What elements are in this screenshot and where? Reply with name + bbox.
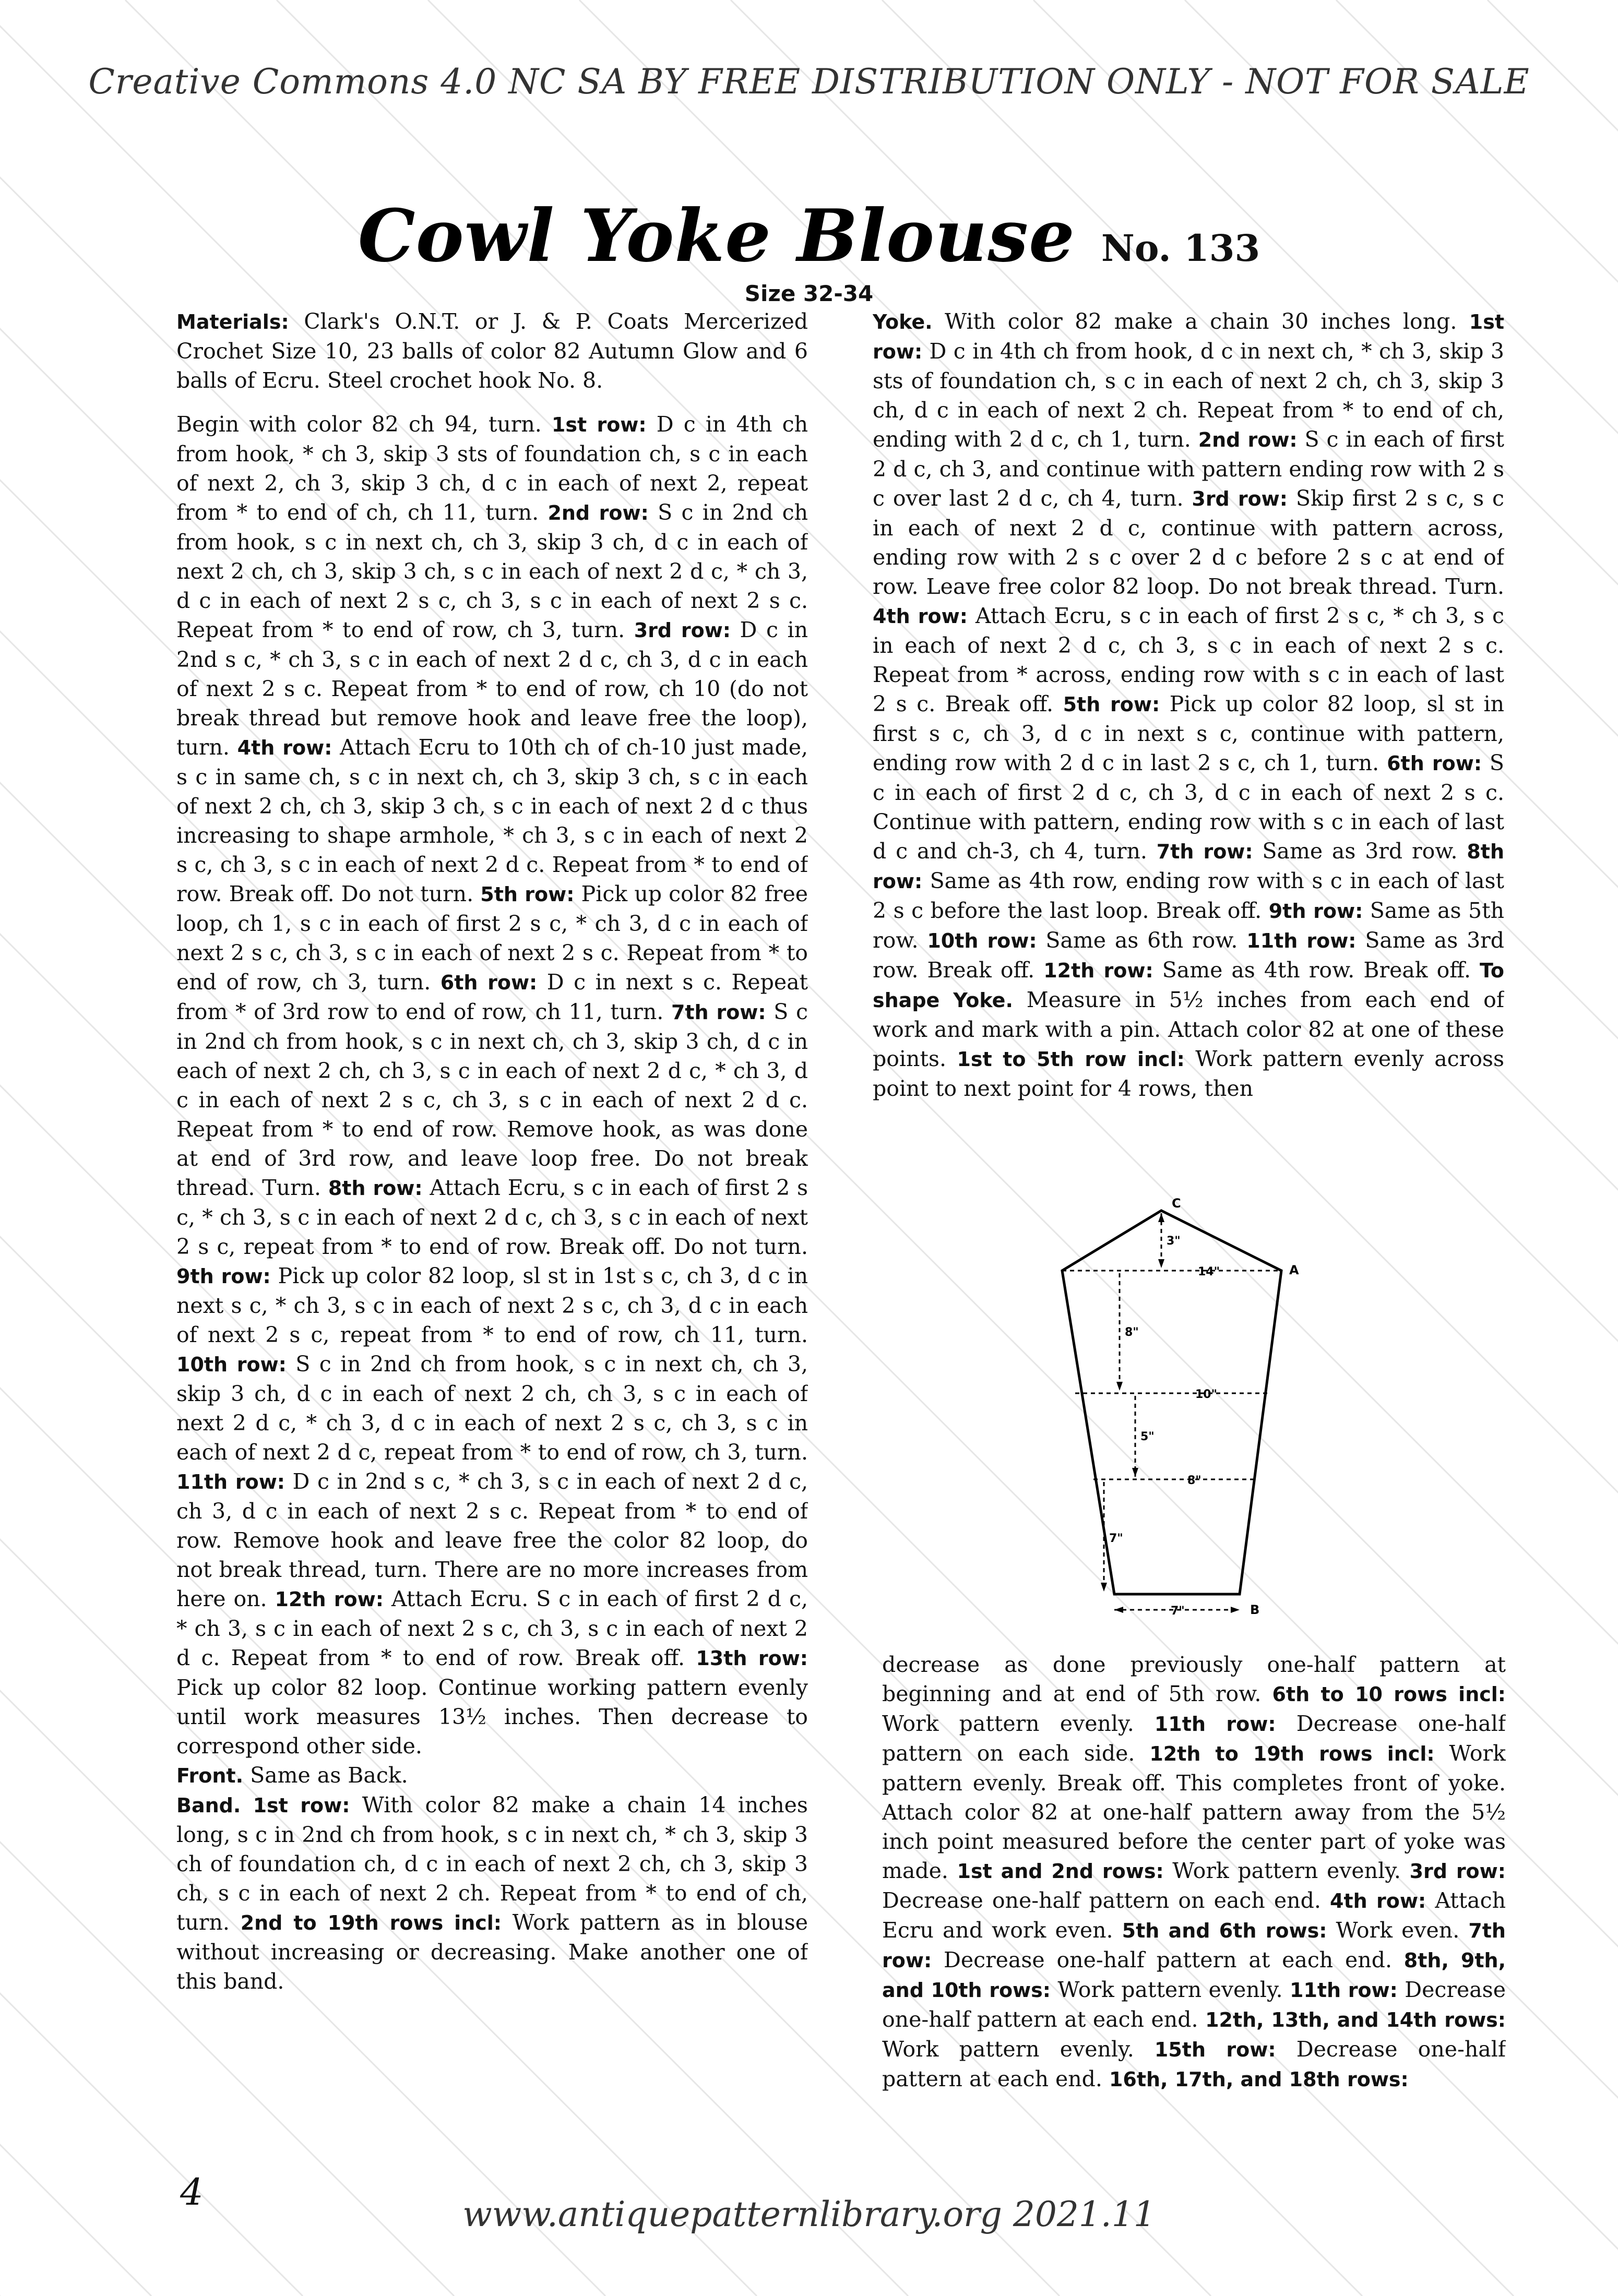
row-text: Work even.	[1327, 1918, 1469, 1943]
row-label: 1st and 2nd rows:	[957, 1860, 1164, 1883]
license-banner: Creative Commons 4.0 NC SA BY FREE DISTRIBUTION ONLY - NOT FOR SALE	[88, 62, 1530, 102]
row-label: 6th row:	[1387, 752, 1482, 775]
row-text: D c in 2nd s c, * ch 3, s c in each of next 2 d c, ch 3, d c in each of next 2 s c. Repeat from * to end of row, ch 10 (do not break thread but remove hook and leave free the loop), turn.	[176, 617, 808, 760]
row-text: Work pattern evenly.	[882, 1711, 1155, 1736]
row-text: Attach Ecru to 10th ch of ch-10 just made, s c in same ch, s c in next ch, ch 3, skip 3 ch, s c in each of next 2 ch, ch 3, skip 3 ch, s c in each of next 2 d c thus increasing to shape armhole, * ch 3, s c in each of next 2 s c, ch 3, s c in each of next 2 d c. Repeat from * to end of row. Break off. Do not turn.	[176, 735, 808, 906]
row-label: 10th row:	[176, 1353, 287, 1376]
left-column	[176, 307, 808, 2102]
measure-10-label: 10"	[1195, 1388, 1218, 1401]
watermark-line	[1488, 0, 1618, 2296]
measure-7h-label: 7"	[1171, 1605, 1185, 1618]
row-text: decrease as done previously one-half pattern at beginning and at end of 5th row.	[882, 1652, 1506, 1706]
row-text: Same as 3rd row. Break off.	[873, 928, 1504, 983]
measure-7v-label: 7"	[1109, 1532, 1123, 1545]
measure-14-label: 14"	[1198, 1265, 1220, 1278]
materials-text: Clark's O.N.T. or J. & P. Coats Mercerized Crochet Size 10, 23 balls of color 82 Autumn Glow and 6 balls of Ecru. Steel crochet hook No. 8.	[176, 309, 808, 393]
row-label: 3rd row:	[1192, 487, 1288, 510]
row-label: 13th row:	[696, 1647, 808, 1670]
yoke-label: Yoke.	[873, 310, 933, 333]
measure-8v-label: 8"	[1125, 1326, 1139, 1339]
measure-8h-label: 8"	[1187, 1474, 1201, 1487]
row-text: Same as 6th row.	[1037, 928, 1247, 953]
row-text: S c in each of first 2 d c, ch 3, and continue with pattern ending row with 2 s c over last 2 d c, ch 4, turn.	[873, 427, 1504, 511]
row-text: S c in 2nd ch from hook, s c in next ch, ch 3, skip 3 ch, d c in each of next 2 ch, ch 3, s c in each of next 2 d c, * ch 3, d c in each of next 2 s c, ch 3, s c in each of next 2 d c. Repeat from * to end of row. Remove hook, as was done at end of 3rd row, and leave loop free. Do not break thread. Turn.	[176, 999, 808, 1200]
row-label: 7th row:	[882, 1919, 1506, 1972]
row-label: 2nd row:	[548, 501, 649, 524]
row-label: 7th row:	[1156, 840, 1253, 863]
row-label: 12th row:	[1043, 959, 1153, 982]
row-label: 15th row:	[1154, 2038, 1276, 2061]
band-paragraph	[176, 1790, 808, 1996]
row-label: 2nd row:	[1198, 428, 1298, 451]
row-label: 11th row:	[1290, 1979, 1398, 2002]
row-text: Work pattern evenly. Break off. This completes front of yoke. Attach color 82 at one-half pattern away from the 5½ inch point measured before the center part of yoke was made.	[882, 1741, 1506, 1883]
row-text: Work pattern evenly.	[882, 2037, 1155, 2062]
row-label: 1st row:	[253, 1794, 350, 1817]
row-text: S c in each of first 2 d c, ch 3, d c in each of next 2 s c. Continue with pattern, ending row with s c in each of last d c and ch-3, ch 4, turn.	[873, 750, 1504, 864]
row-text: S c in 2nd ch from hook, s c in next ch, ch 3, skip 3 ch, d c in each of next 2 ch, ch 3, skip 3 ch, s c in each of next 2 d c, * ch 3, d c in each of next 2 s c, ch 3, s c in each of next 2 s c. Repeat from * to end of row, ch 3, turn.	[176, 500, 808, 642]
row-text: Work pattern evenly across point to next point for 4 rows, then	[873, 1046, 1504, 1101]
row-text: Skip first 2 s c, s c in each of next 2 d c, continue with pattern across, ending row with 2 s c over 2 d c before 2 s c at end of row. Leave free color 82 loop. Do not break thread. Turn.	[873, 486, 1504, 599]
front-text: Same as Back.	[243, 1763, 408, 1788]
row-label: 5th and 6th rows:	[1122, 1919, 1327, 1942]
row-label: 1st row:	[873, 310, 1504, 363]
row-label: 9th row:	[176, 1265, 271, 1288]
yoke-continued	[882, 1650, 1506, 2094]
row-text: Work pattern evenly.	[1050, 1977, 1290, 2002]
row-text: Same as 4th row, ending row with s c in each of last 2 s c before the last loop. Break off.	[873, 868, 1504, 923]
row-label: 8th row:	[873, 840, 1504, 893]
point-a-label: A	[1289, 1263, 1299, 1277]
row-text: S c in 2nd ch from hook, s c in next ch, ch 3, skip 3 ch, d c in each of next 2 ch, ch 3, s c in each of next 2 d c, * ch 3, d c in each of next 2 s c, ch 3, s c in each of next 2 d c, repeat from * to end of row, ch 3, turn.	[176, 1352, 808, 1465]
row-label: 4th row:	[873, 605, 968, 628]
front-paragraph	[176, 1761, 808, 1790]
row-label: 1st row:	[551, 413, 647, 436]
row-label: 3rd row:	[634, 619, 731, 642]
title-block	[0, 193, 1618, 278]
row-text: Decrease one-half pattern on each end.	[882, 1888, 1330, 1913]
back-intro: Begin with color 82 ch 94, turn.	[176, 412, 552, 437]
band-label: Band.	[176, 1794, 241, 1817]
row-text: D c in 2nd s c, * ch 3, s c in each of next 2 d c, ch 3, d c in each of next 2 s c. Repeat from * to end of row. Remove hook and leave free the color 82 loop, do not break thread, turn. There are no more increases from here on.	[176, 1469, 808, 1611]
watermark-line	[0, 0, 151, 2296]
right-column-top	[873, 307, 1504, 1194]
row-label: 11th row:	[1246, 929, 1357, 952]
yoke-intro: With color 82 make a chain 30 inches long.	[932, 309, 1469, 334]
materials-label: Materials:	[176, 310, 289, 333]
point-b-label: B	[1250, 1603, 1260, 1617]
row-label: 2nd to 19th rows incl:	[240, 1911, 502, 1934]
row-label: 6th row:	[440, 971, 538, 994]
right-column-bottom	[882, 1650, 1506, 2099]
row-text: Pick up color 82 loop. Continue working pattern evenly until work measures 13½ inches. Then decrease to correspond other side.	[176, 1675, 808, 1759]
row-label: 10th row:	[927, 929, 1037, 952]
point-c-label: C	[1172, 1196, 1181, 1211]
row-label: 3rd row:	[1409, 1860, 1506, 1883]
measure-3-label: 3"	[1167, 1235, 1181, 1248]
row-text: Pick up color 82 free loop, ch 1, s c in each of first 2 s c, * ch 3, d c in each of next 2 s c, ch 3, s c in each of next 2 s c. Repeat from * to end of row, ch 3, turn.	[176, 881, 808, 995]
row-text: Same as 4th row. Break off.	[1153, 958, 1480, 983]
row-text: Attach Ecru. S c in each of first 2 d c, * ch 3, s c in each of next 2 s c, ch 3, s c in each of next 2 d c. Repeat from * to end of row. Break off.	[176, 1586, 808, 1670]
pattern-number: No. 133	[1101, 226, 1260, 270]
row-label: 16th, 17th, and 18th rows:	[1109, 2068, 1409, 2091]
row-text: Attach Ecru, s c in each of first 2 s c, * ch 3, s c in each of next 2 d c, ch 3, s c in each of next 2 s c, repeat from * to end of row. Break off. Do not turn.	[176, 1175, 808, 1259]
row-label: 8th row:	[328, 1177, 423, 1200]
yoke-diagram	[1044, 1195, 1336, 1639]
row-label: 8th, 9th, and 10th rows:	[882, 1949, 1506, 2002]
row-text: D c in 4th ch from hook, * ch 3, skip 3 sts of foundation ch, s c in each of next 2, ch 3, skip 3 ch, d c in each of next 2, repeat from * to end of ch, ch 11, turn.	[176, 412, 808, 525]
page-title: Cowl Yoke Blouse	[358, 193, 1075, 278]
row-label: 4th row:	[1330, 1890, 1426, 1912]
page-number: 4	[180, 2171, 204, 2214]
row-text: Measure in 5½ inches from each end of work and mark with a pin. Attach color 82 at one of these points.	[873, 987, 1504, 1071]
row-label: 6th to 10 rows incl:	[1272, 1683, 1506, 1706]
row-label: 12th row:	[275, 1588, 384, 1611]
row-text: Attach Ecru and work even.	[882, 1888, 1506, 1943]
row-label: To shape Yoke.	[873, 959, 1504, 1012]
row-text: With color 82 make a chain 14 inches long, s c in 2nd ch from hook, s c in next ch, * ch 3, skip 3 ch of foundation ch, d c in each of next 2 ch, ch 3, skip 3 ch, s c in each of next 2 ch. Repeat from * to end of ch, turn.	[176, 1792, 808, 1935]
row-text: Pick up color 82 loop, sl st in 1st s c, ch 3, d c in next s c, * ch 3, s c in each of next 2 s c, ch 3, d c in each of next 2 s c, repeat from * to end of row, ch 11, turn.	[176, 1263, 808, 1347]
footer-url: www.antiquepatternlibrary.org 2021.11	[462, 2194, 1156, 2234]
dimension-lines	[1062, 1213, 1281, 1610]
row-text: Work pattern evenly.	[1163, 1858, 1410, 1883]
row-label: 5th row:	[480, 883, 575, 906]
row-text: D c in 4th ch from hook, d c in next ch, * ch 3, skip 3 sts of foundation ch, s c in each of next 2 ch, ch 3, skip 3 ch, d c in each of next 2 ch. Repeat from * to end of ch, ending with 2 d c, ch 1, turn.	[873, 339, 1504, 452]
row-label: 7th row:	[671, 1001, 766, 1024]
row-label: 4th row:	[237, 736, 332, 759]
row-text: Decrease one-half pattern at each end.	[882, 2037, 1506, 2091]
row-text: Decrease one-half pattern at each end.	[932, 1947, 1404, 1972]
row-text: Decrease one-half pattern on each side.	[882, 1711, 1506, 1766]
row-text: Work pattern as in blouse without increasing or decreasing. Make another one of this band.	[176, 1910, 808, 1994]
row-label: 12th, 13th, and 14th rows:	[1205, 2008, 1506, 2031]
materials-paragraph	[176, 307, 808, 395]
row-text: D c in next s c. Repeat from * of 3rd row to end of row, ch 11, turn.	[176, 970, 808, 1024]
row-label: 11th row:	[176, 1470, 285, 1493]
row-label: 1st to 5th row incl:	[957, 1048, 1185, 1071]
back-instructions	[176, 410, 808, 1761]
row-label: 11th row:	[1154, 1713, 1276, 1736]
row-label: 5th row:	[1063, 693, 1160, 716]
row-text: Attach Ecru, s c in each of first 2 s c, * ch 3, s c in each of next 2 d c, ch 3, s c in each of next 2 s c. Repeat from * across, ending row with s c in each of last 2 s c. Break off.	[873, 603, 1504, 716]
row-label: 12th to 19th rows incl:	[1149, 1742, 1435, 1765]
row-text: Same as 5th row.	[873, 898, 1504, 953]
yoke-instructions	[873, 307, 1504, 1103]
measure-5-label: 5"	[1140, 1430, 1155, 1443]
row-text: Decrease one-half pattern at each end.	[882, 1977, 1506, 2032]
row-text: Same as 3rd row.	[1253, 839, 1467, 864]
row-text: Pick up color 82 loop, sl st in first s c, ch 3, d c in next s c, continue with pattern, ending row with 2 d c in last 2 s c, ch 1, turn.	[873, 691, 1504, 775]
row-label: 9th row:	[1268, 900, 1363, 923]
front-label: Front.	[176, 1764, 244, 1787]
size-label: Size 32-34	[744, 281, 874, 306]
yoke-outline	[1062, 1211, 1281, 1594]
